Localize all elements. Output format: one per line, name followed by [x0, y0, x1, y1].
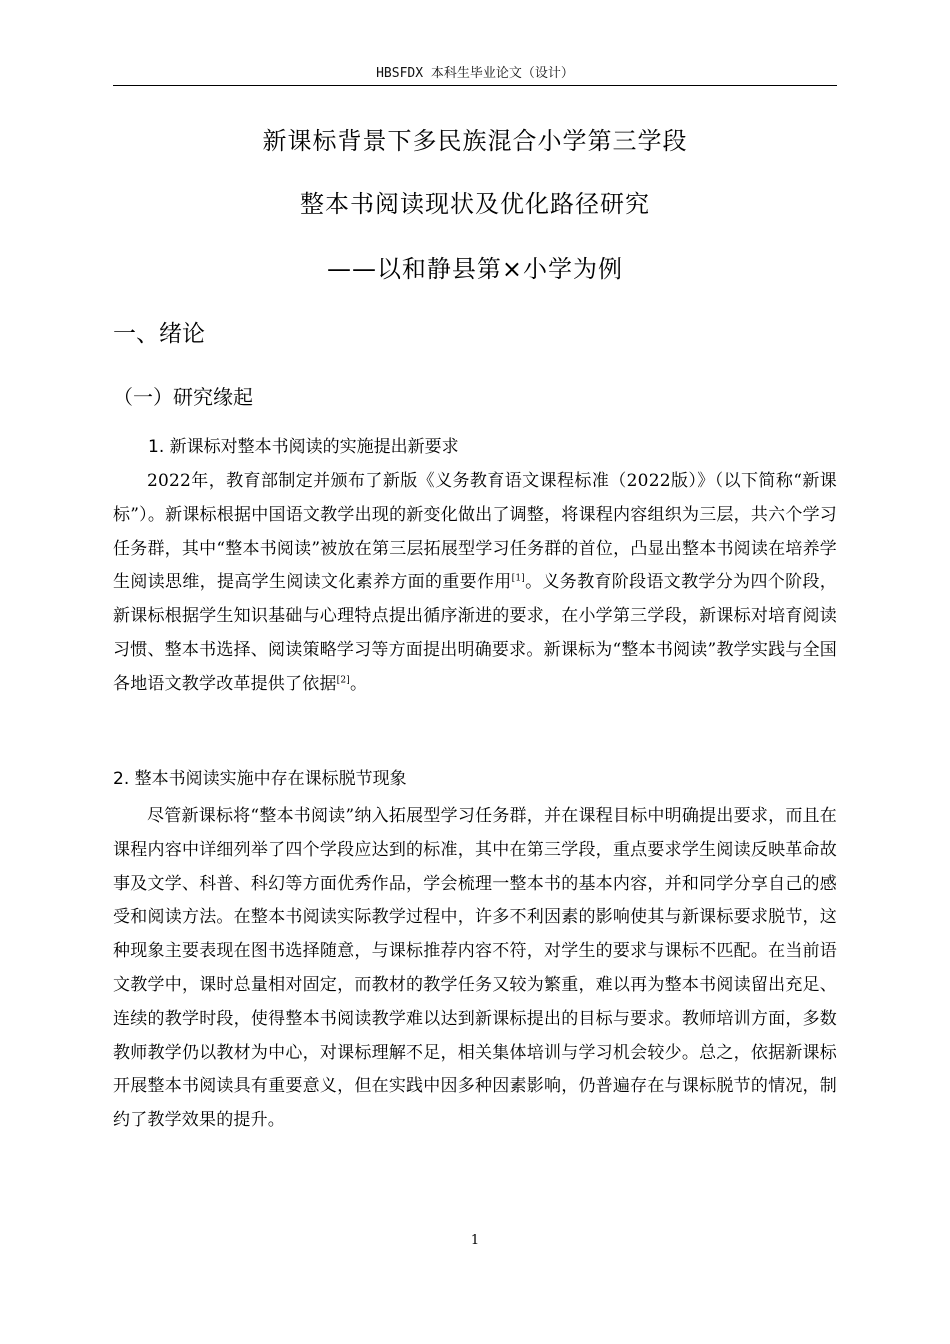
paragraph-1-text-c: 。	[349, 673, 368, 694]
paragraph-1-text-a: 2022年，教育部制定并颁布了新版《义务教育语文课程标准（2022版）》（以下简称“新课标”）。新课标根据中国语文教学出现的新变化做出了调整，将课程内容组织为三层，共六个学习任务群，其中“整本书阅读”被放在第三层拓展型学习任务群的首位，凸显出整本书阅读在培养学生阅读思维，提高学生阅读文化素养方面的重要作用	[113, 471, 837, 593]
subsection-heading-1: 1. 新课标对整本书阅读的实施提出新要求	[148, 437, 459, 457]
citation-ref-2: [2]	[336, 675, 350, 686]
chapter-heading: 一、绪论	[113, 321, 205, 347]
citation-ref-1: [1]	[511, 573, 525, 584]
section-heading: （一）研究缘起	[113, 385, 253, 409]
paragraph-1	[113, 465, 837, 702]
paragraph-1-text-b: 。义务教育阶段语文教学分为四个阶段，新课标根据学生知识基础与心理特点提出循序渐进的要求，在小学第三学段，新课标对培育阅读习惯、整本书选择、阅读策略学习等方面提出明确要求。新课标为“整本书阅读”教学实践与全国各地语文教学改革提供了依据	[113, 572, 837, 694]
header-divider	[113, 85, 837, 86]
running-header: HBSFDX 本科生毕业论文（设计）	[376, 66, 574, 81]
subsection-heading-2: 2. 整本书阅读实施中存在课标脱节现象	[113, 769, 407, 789]
paragraph-2: 尽管新课标将“整本书阅读”纳入拓展型学习任务群，并在课程目标中明确提出要求，而且在课程内容中详细列举了四个学段应达到的标准，其中在第三学段，重点要求学生阅读反映革命故事及文学、科普、科幻等方面优秀作品，学会梳理一整本书的基本内容，并和同学分享自己的感受和阅读方法。在整本书阅读实际教学过程中，许多不利因素的影响使其与新课标要求脱节，这种现象主要表现在图书选择随意，与课标推荐内容不符，对学生的要求与课标不匹配。在当前语文教学中，课时总量相对固定，而教材的教学任务又较为繁重，难以再为整本书阅读留出充足、连续的教学时段，使得整本书阅读教学难以达到新课标提出的目标与要求。教师培训方面，多数教师教学仍以教材为中心，对课标理解不足，相关集体培训与学习机会较少。总之，依据新课标开展整本书阅读具有重要意义，但在实践中因多种因素影响，仍普遍存在与课标脱节的情况，制约了教学效果的提升。	[113, 806, 837, 1131]
page-number: 1	[470, 1233, 480, 1248]
title-line-2: 整本书阅读现状及优化路径研究	[300, 190, 650, 218]
title-line-1: 新课标背景下多民族混合小学第三学段	[262, 127, 688, 155]
title-subtitle: ——以和静县第×小学为例	[326, 255, 624, 283]
